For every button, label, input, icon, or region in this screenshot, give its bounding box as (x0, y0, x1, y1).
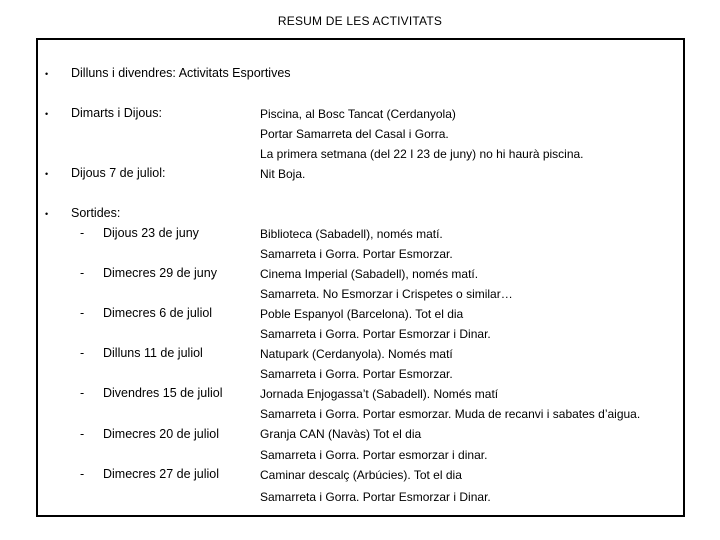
dash-marker: - (80, 266, 85, 280)
outing-note: Samarreta i Gorra. Portar esmorzar i dinar. (260, 448, 488, 462)
tue-thu-line: La primera setmana (del 22 I 23 de juny) no hi haurà piscina. (260, 147, 584, 161)
outing-date: Divendres 15 de juliol (103, 386, 223, 400)
outing-place: Biblioteca (Sabadell), només matí. (260, 227, 443, 241)
bullet-icon: • (45, 69, 49, 79)
outing-note: Samarreta i Gorra. Portar Esmorzar. (260, 367, 453, 381)
outing-date: Dimecres 20 de juliol (103, 427, 220, 441)
outing-place: Granja CAN (Navàs) Tot el dia (260, 427, 422, 441)
outing-place: Natupark (Cerdanyola). Només matí (260, 347, 453, 361)
outing-note: Samarreta i Gorra. Portar Esmorzar i Dinar. (260, 327, 491, 341)
dash-marker: - (80, 467, 85, 481)
outing-note: Samarreta i Gorra. Portar esmorzar. Muda de recanvi i sabates d’aigua. (260, 407, 641, 421)
dash-marker: - (80, 346, 85, 360)
page-title: RESUM DE LES ACTIVITATS (277, 14, 443, 28)
outing-date: Dimecres 6 de juliol (103, 306, 213, 320)
outing-place: Caminar descalç (Arbúcies). Tot el dia (260, 468, 462, 482)
tue-thu-line: Portar Samarreta del Casal i Gorra. (260, 127, 449, 141)
outings-label: Sortides: (71, 206, 121, 220)
dash-marker: - (80, 386, 85, 400)
bullet-icon: • (45, 169, 49, 179)
bullet-icon: • (45, 209, 49, 219)
dash-marker: - (80, 306, 85, 320)
outing-note: Samarreta i Gorra. Portar Esmorzar. (260, 247, 453, 261)
tue-thu-line: Piscina, al Bosc Tancat (Cerdanyola) (260, 107, 456, 121)
outing-date: Dimecres 29 de juny (103, 266, 217, 280)
tue-thu-label: Dimarts i Dijous: (71, 106, 162, 120)
outing-place: Jornada Enjogassa’t (Sabadell). Només matí (260, 387, 499, 401)
july7-label: Dijous 7 de juliol: (71, 166, 166, 180)
dash-marker: - (80, 226, 85, 240)
outing-place: Poble Espanyol (Barcelona). Tot el dia (260, 307, 464, 321)
bullet-icon: • (45, 109, 49, 119)
outing-date: Dilluns 11 de juliol (103, 346, 203, 360)
outing-date: Dijous 23 de juny (103, 226, 199, 240)
july7-detail: Nit Boja. (260, 167, 306, 181)
outing-note: Samarreta. No Esmorzar i Crispetes o similar… (260, 287, 513, 301)
monday-friday-label: Dilluns i divendres: Activitats Esportives (71, 66, 291, 80)
outing-date: Dimecres 27 de juliol (103, 467, 220, 481)
outing-place: Cinema Imperial (Sabadell), només matí. (260, 267, 479, 281)
dash-marker: - (80, 427, 85, 441)
outing-note: Samarreta i Gorra. Portar Esmorzar i Dinar. (260, 490, 491, 504)
